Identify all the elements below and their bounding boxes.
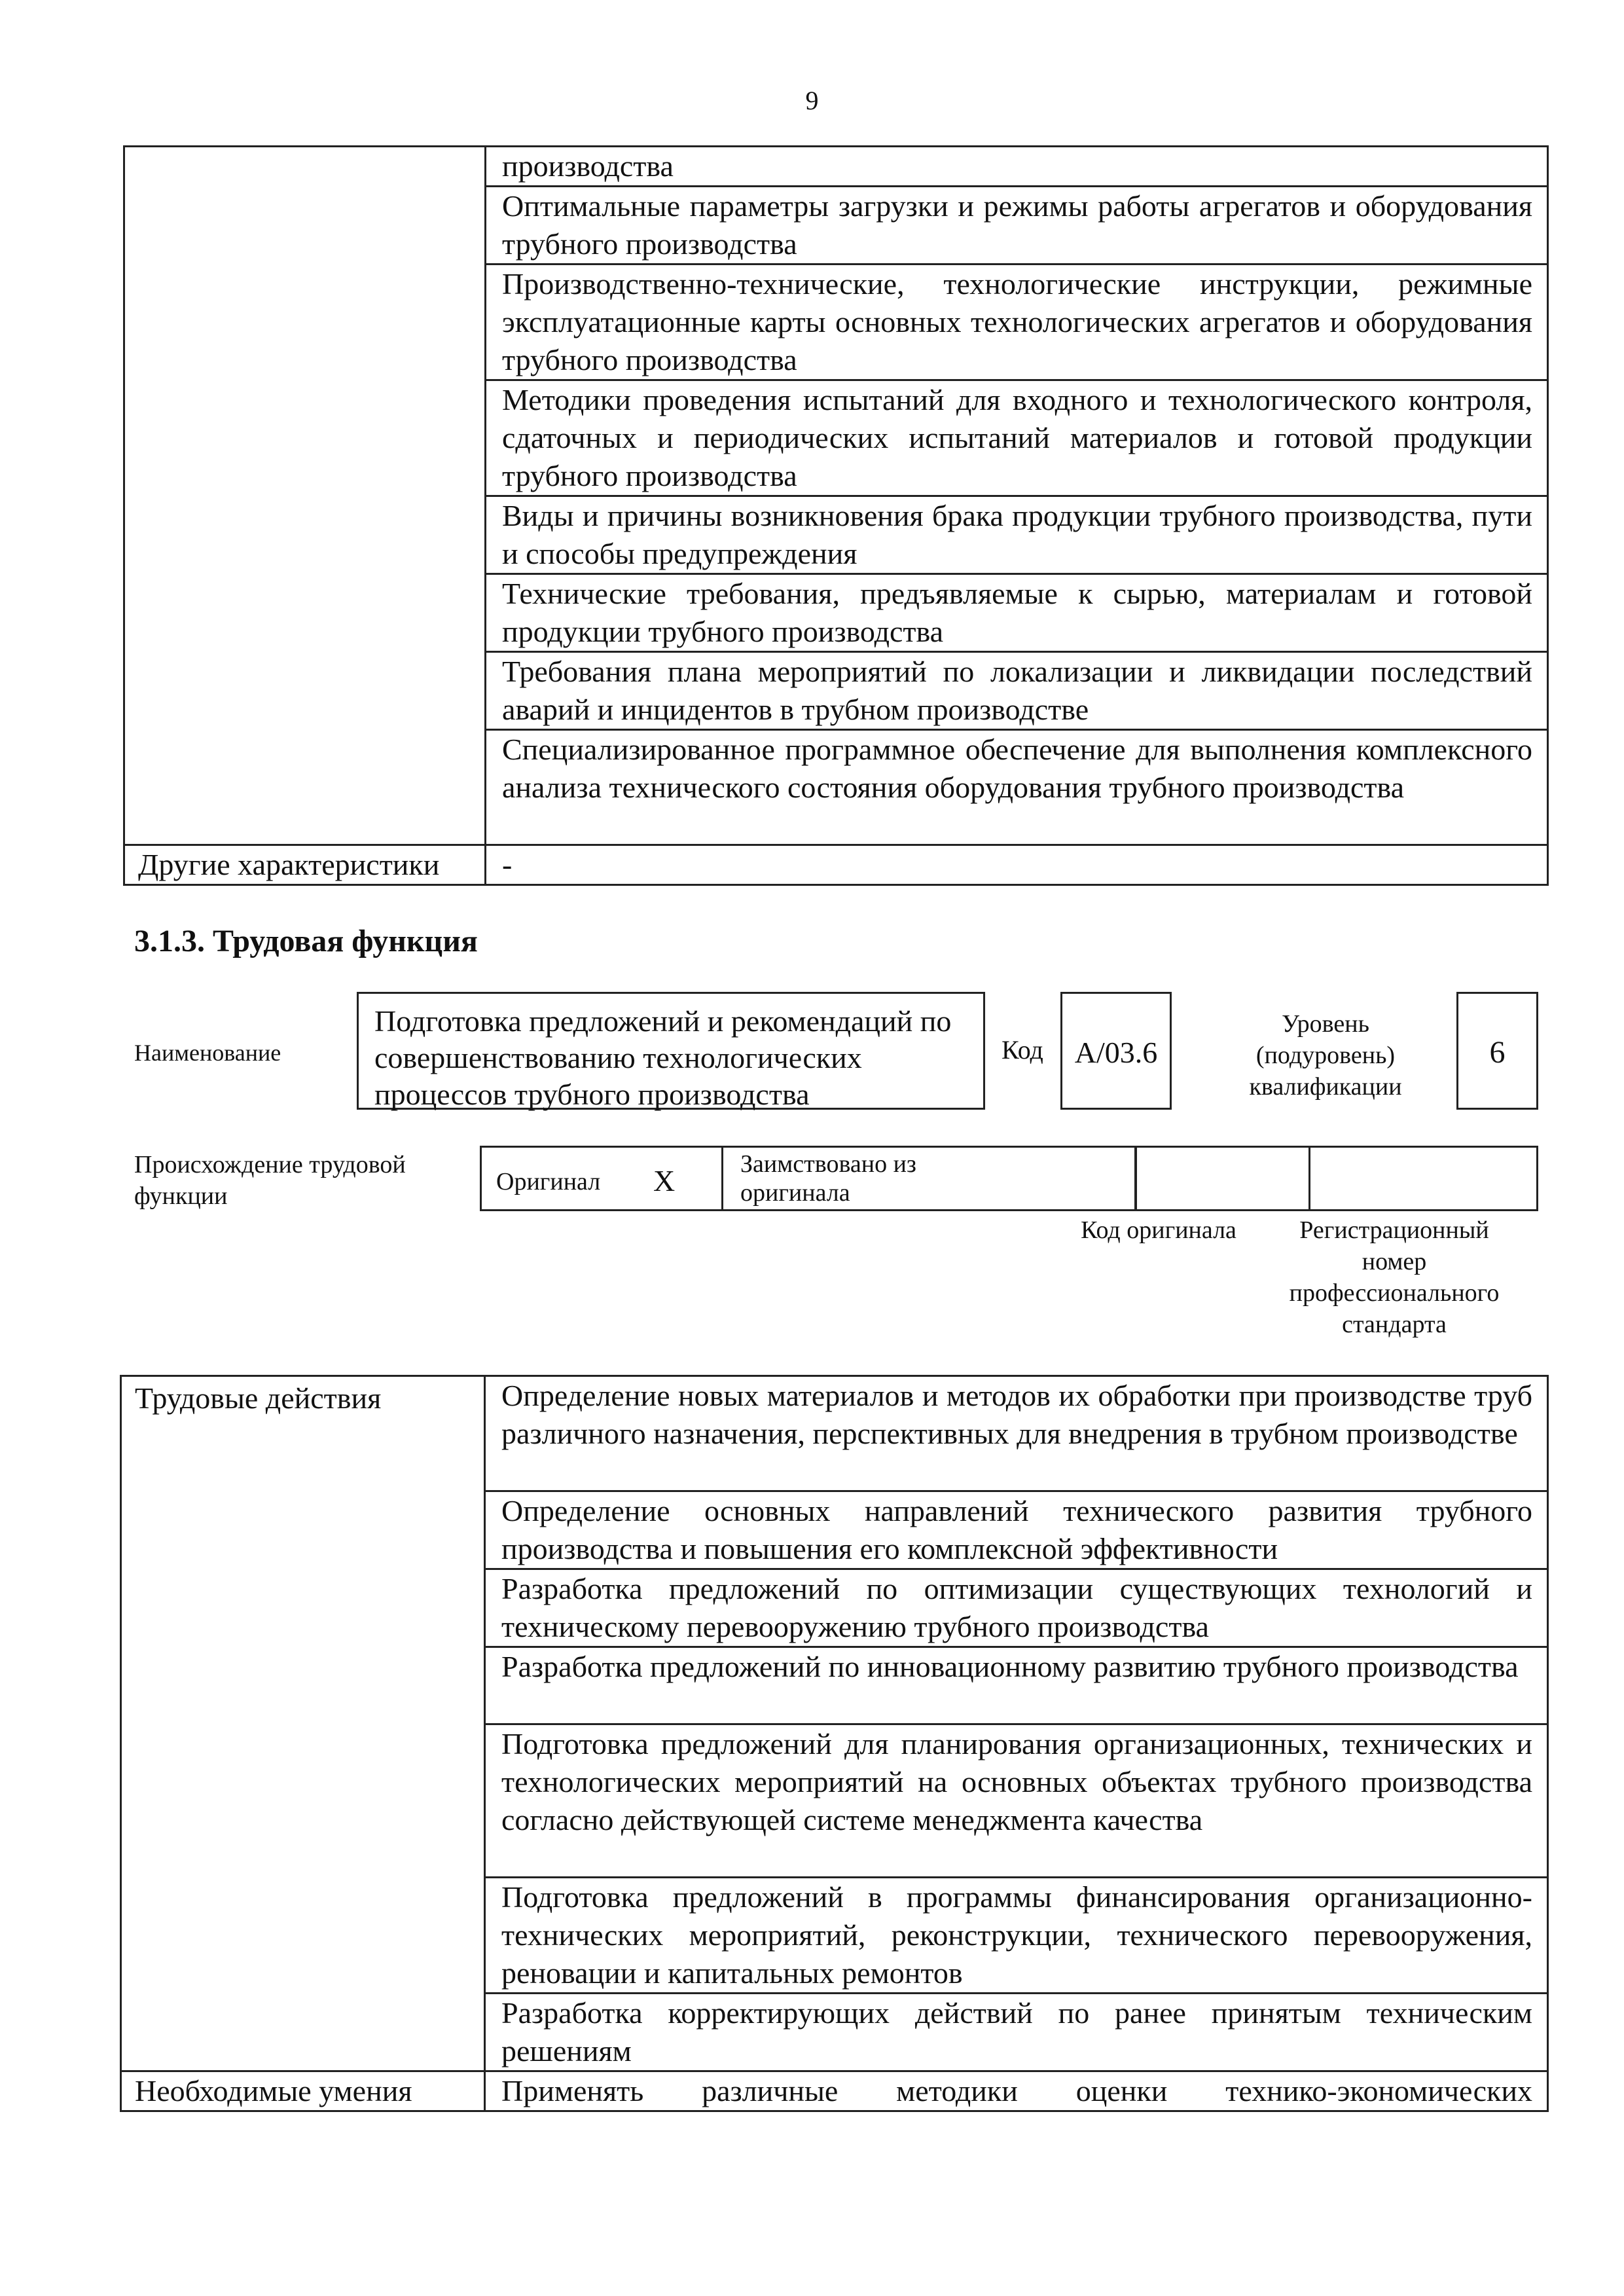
knowledge-row: Требования плана мероприятий по локализации и ликвидации последствий аварий и инцидентов в трубном производстве	[486, 652, 1548, 730]
reg-number-label: Регистрационный номер профессионального стандарта	[1289, 1216, 1500, 1338]
knowledge-row: Технические требования, предъявляемые к сырью, материалам и готовой продукции трубного производства	[486, 574, 1548, 652]
labor-action-row: Подготовка предложений в программы финансирования организационно-технических мероприятий, реконструкции, технического перевооружения, реновации и капитальных ремонтов	[485, 1878, 1548, 1994]
origin-row	[480, 1146, 1538, 1211]
knowledge-row: Оптимальные параметры загрузки и режимы работы агрегатов и оборудования трубного производства	[486, 187, 1548, 264]
origin-reg-cell	[1308, 1146, 1538, 1211]
name-label: Наименование	[134, 1040, 281, 1066]
labor-action-row: Определение основных направлений технического развития трубного производства и повышения его комплексной эффективности	[485, 1491, 1548, 1569]
knowledge-label-cell	[124, 147, 486, 845]
labor-action-row: Разработка предложений по оптимизации существующих технологий и техническому перевооружению трубного производства	[485, 1569, 1548, 1647]
other-characteristics-value: -	[486, 845, 1548, 885]
origin-code-cell	[1134, 1146, 1310, 1211]
qualification-level-label: Уровень (подуровень) квалификации	[1249, 1010, 1402, 1101]
other-characteristics-label: Другие характеристики	[124, 845, 486, 885]
knowledge-row: Методики проведения испытаний для входного и технологического контроля, сдаточных и периодических испытаний материалов и готовой продукции трубного производства	[486, 380, 1548, 496]
knowledge-row: Виды и причины возникновения брака продукции трубного производства, пути и способы предупреждения	[486, 496, 1548, 574]
labor-actions-label-cell: Трудовые действия	[121, 1376, 485, 2071]
labor-action-row: Определение новых материалов и методов их обработки при производстве труб различного назначения, перспективных для внедрения в трубном производстве	[485, 1376, 1548, 1491]
origin-original-cell	[480, 1146, 723, 1211]
knowledge-row: Специализированное программное обеспечение для выполнения комплексного анализа технического состояния оборудования трубного производства	[486, 730, 1548, 845]
labor-action-row: Подготовка предложений для планирования организационных, технических и технологических мероприятий на основных объектах трубного производства согласно действующей системе менеджмента качества	[485, 1724, 1548, 1878]
skills-label-cell: Необходимые умения	[121, 2071, 485, 2111]
code-label: Код	[1001, 1035, 1043, 1065]
origin-borrowed-label: Заимствовано из оригинала	[740, 1150, 916, 1207]
knowledge-row: Производственно-технические, технологические инструкции, режимные эксплуатационные карты основных технологических агрегатов и оборудования трубного производства	[486, 264, 1548, 380]
origin-original-mark: X	[653, 1164, 676, 1197]
skills-row: Применять различные методики оценки технико-экономических	[485, 2071, 1548, 2111]
page-number: 9	[805, 86, 819, 115]
knowledge-table	[123, 145, 1549, 886]
labor-actions-table	[120, 1375, 1549, 2112]
code-original-label: Код оригинала	[1081, 1216, 1236, 1244]
section-title: 3.1.3. Трудовая функция	[134, 924, 478, 958]
function-name-box: Подготовка предложений и рекомендаций по совершенствованию технологических процессов трубного производства	[357, 992, 985, 1110]
labor-action-row: Разработка корректирующих действий по ранее принятым техническим решениям	[485, 1994, 1548, 2071]
labor-action-row: Разработка предложений по инновационному развитию трубного производства	[485, 1647, 1548, 1724]
qualification-level-value: 6	[1456, 992, 1538, 1110]
origin-label: Происхождение трудовой функции	[134, 1151, 406, 1210]
knowledge-row: производства	[486, 147, 1548, 187]
origin-original-label: Оригинал	[496, 1168, 601, 1195]
code-value: A/03.6	[1060, 992, 1172, 1110]
